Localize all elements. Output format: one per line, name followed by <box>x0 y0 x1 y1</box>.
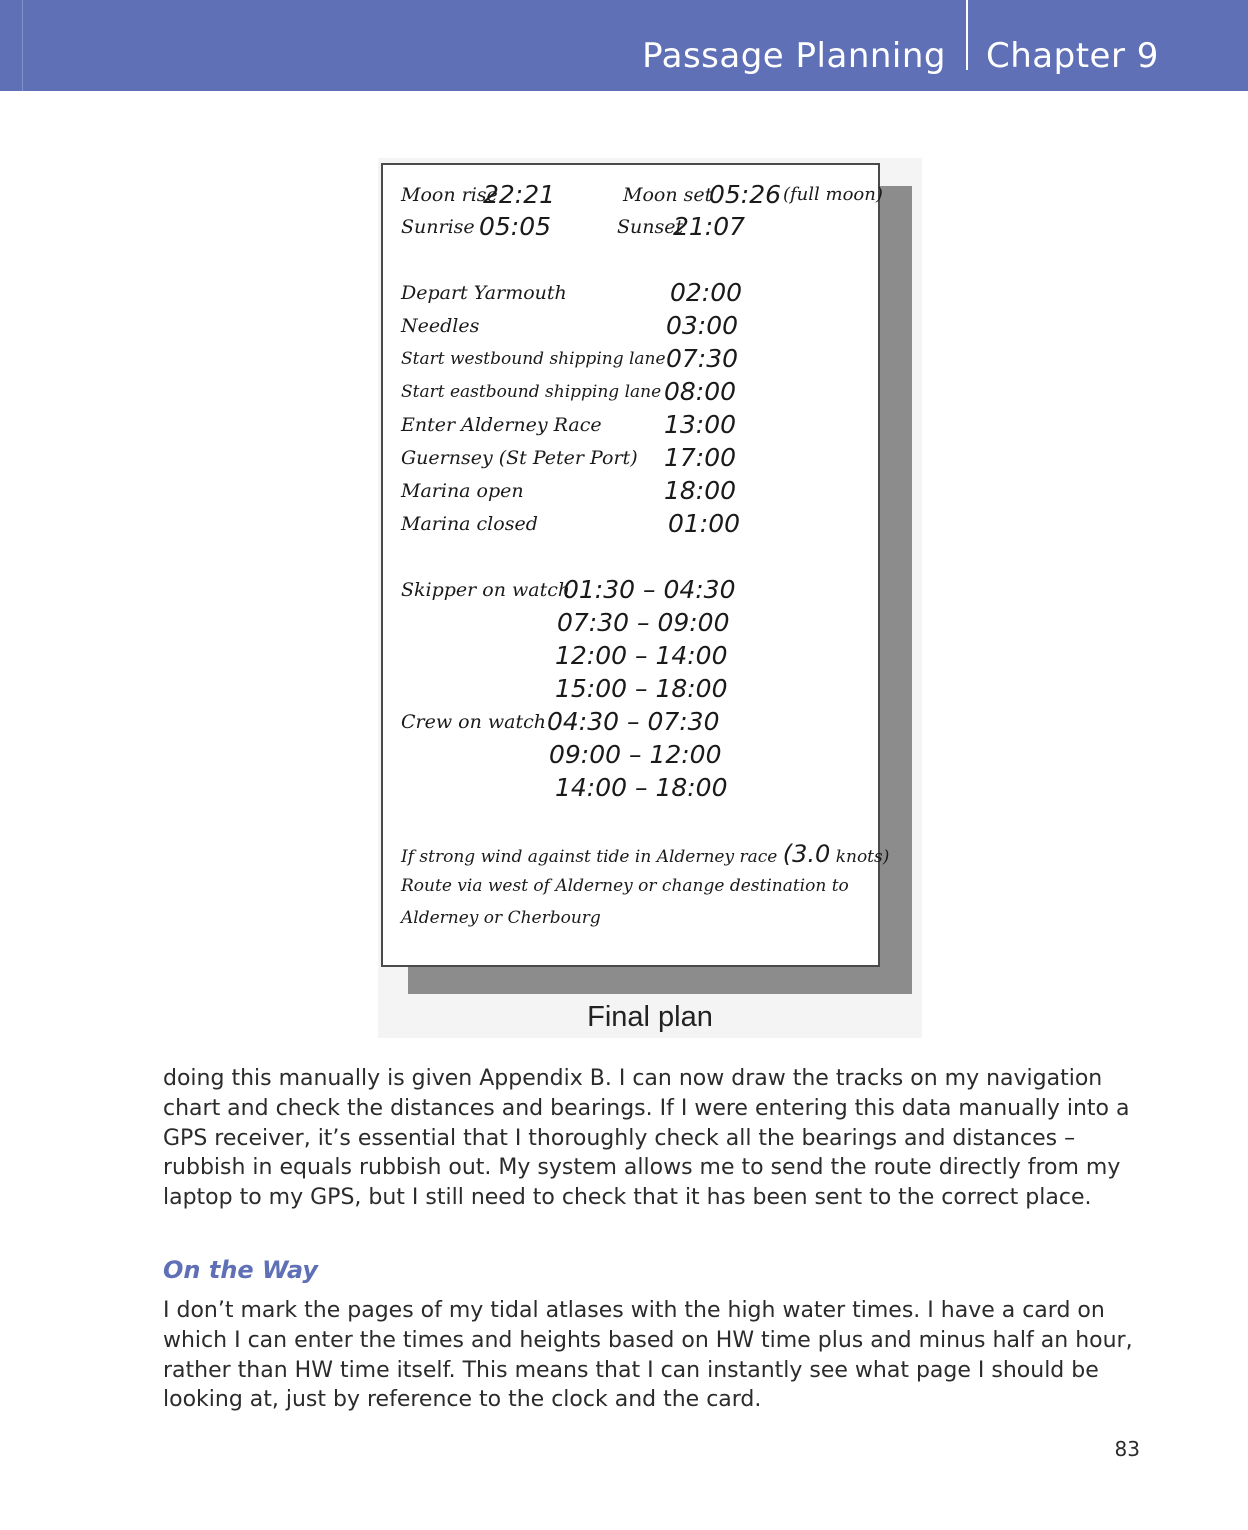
schedule-time: 18:00 <box>664 476 737 505</box>
schedule-time: 17:00 <box>664 443 737 472</box>
crew-watch-label: Crew on watch <box>401 711 546 733</box>
schedule-label: Start eastbound shipping lane <box>401 382 662 402</box>
schedule-row <box>383 377 878 407</box>
schedule-label: Needles <box>401 315 480 337</box>
skipper-watch-row <box>383 674 878 704</box>
body-paragraph: doing this manually is given Appendix B. I can now draw the tracks on my navigation chart and check the distances and bearings. If I were entering this data manually into a GPS receiver, it’s essential that I thoroughly check all the bearings and distances – rubbish in equals rubbish out. My system allows me to send the route directly from my laptop to my GPS, but I still need to check that it has been sent to the correct place. <box>163 1066 1130 1211</box>
section-heading: On the Way <box>163 1256 318 1284</box>
moon-rise-time: 22:21 <box>483 180 556 209</box>
sunrise-time: 05:05 <box>479 212 552 241</box>
header-divider <box>966 0 968 70</box>
moon-set-time: 05:26 <box>709 180 782 209</box>
contingency-destinations: Alderney or Cherbourg <box>401 908 601 928</box>
watch-shift: 01:30 – 04:30 <box>563 575 736 604</box>
schedule-row <box>383 509 878 539</box>
header-section-title: Passage Planning <box>642 36 946 76</box>
moon-line <box>383 180 883 210</box>
crew-watch-row <box>383 740 878 770</box>
watch-shift: 04:30 – 07:30 <box>547 707 720 736</box>
sunrise-label: Sunrise <box>401 216 475 238</box>
schedule-time: 13:00 <box>664 410 737 439</box>
contingency-condition: If strong wind against tide in Alderney race <box>401 847 778 867</box>
page-number: 83 <box>1114 1437 1140 1461</box>
schedule-time: 02:00 <box>670 278 743 307</box>
skipper-watch-row <box>383 641 878 671</box>
schedule-time: 01:00 <box>668 509 741 538</box>
schedule-time: 08:00 <box>664 377 737 406</box>
schedule-time: 07:30 <box>666 344 739 373</box>
watch-shift: 15:00 – 18:00 <box>555 674 728 703</box>
schedule-row <box>383 311 878 341</box>
sun-line <box>383 212 878 242</box>
contingency-text <box>401 839 889 872</box>
header-chapter-title: Chapter 9 <box>986 36 1159 76</box>
moon-note: (full moon) <box>783 184 883 205</box>
schedule-row <box>383 443 878 473</box>
contingency-line <box>383 839 890 869</box>
schedule-row <box>383 410 878 440</box>
schedule-label: Depart Yarmouth <box>401 282 567 304</box>
moon-set-label: Moon set <box>623 184 713 206</box>
schedule-label: Guernsey (St Peter Port) <box>401 447 638 469</box>
sunset-time: 21:07 <box>673 212 746 241</box>
schedule-label: Enter Alderney Race <box>401 414 602 436</box>
body-paragraph: I don’t mark the pages of my tidal atlases with the high water times. I have a card on which I can enter the times and heights based on HW time plus and minus half an hour, rather than HW time itself. This means that I can instantly see what page I should be looking at, just by reference to the clock and the card. <box>163 1298 1133 1413</box>
watch-shift: 09:00 – 12:00 <box>549 740 722 769</box>
schedule-row <box>383 476 878 506</box>
watch-shift: 12:00 – 14:00 <box>555 641 728 670</box>
crew-watch-row <box>383 773 878 803</box>
schedule-label: Start westbound shipping lane <box>401 349 666 369</box>
contingency-unit: knots) <box>835 847 890 867</box>
crew-watch-row <box>383 707 878 737</box>
watch-shift: 07:30 – 09:00 <box>557 608 730 637</box>
skipper-watch-row <box>383 608 878 638</box>
schedule-row <box>383 344 878 374</box>
final-plan-card <box>381 163 890 967</box>
figure-caption: Final plan <box>587 1001 713 1033</box>
moon-rise-label: Moon rise <box>401 184 498 206</box>
schedule-time: 03:00 <box>666 311 739 340</box>
final-plan-figure <box>378 158 922 1038</box>
contingency-line <box>383 903 878 933</box>
schedule-row <box>383 278 878 308</box>
watch-shift: 14:00 – 18:00 <box>555 773 728 802</box>
contingency-route: Route via west of Alderney or change destination to <box>401 876 849 896</box>
skipper-watch-label: Skipper on watch <box>401 579 571 601</box>
sunset-label: Sunset <box>617 216 684 238</box>
contingency-speed: (3.0 <box>782 840 831 868</box>
header-edge-line <box>22 0 23 91</box>
chapter-header-band <box>0 0 1248 91</box>
contingency-line <box>383 871 878 901</box>
schedule-label: Marina open <box>401 480 524 502</box>
schedule-label: Marina closed <box>401 513 538 535</box>
skipper-watch-row <box>383 575 878 605</box>
